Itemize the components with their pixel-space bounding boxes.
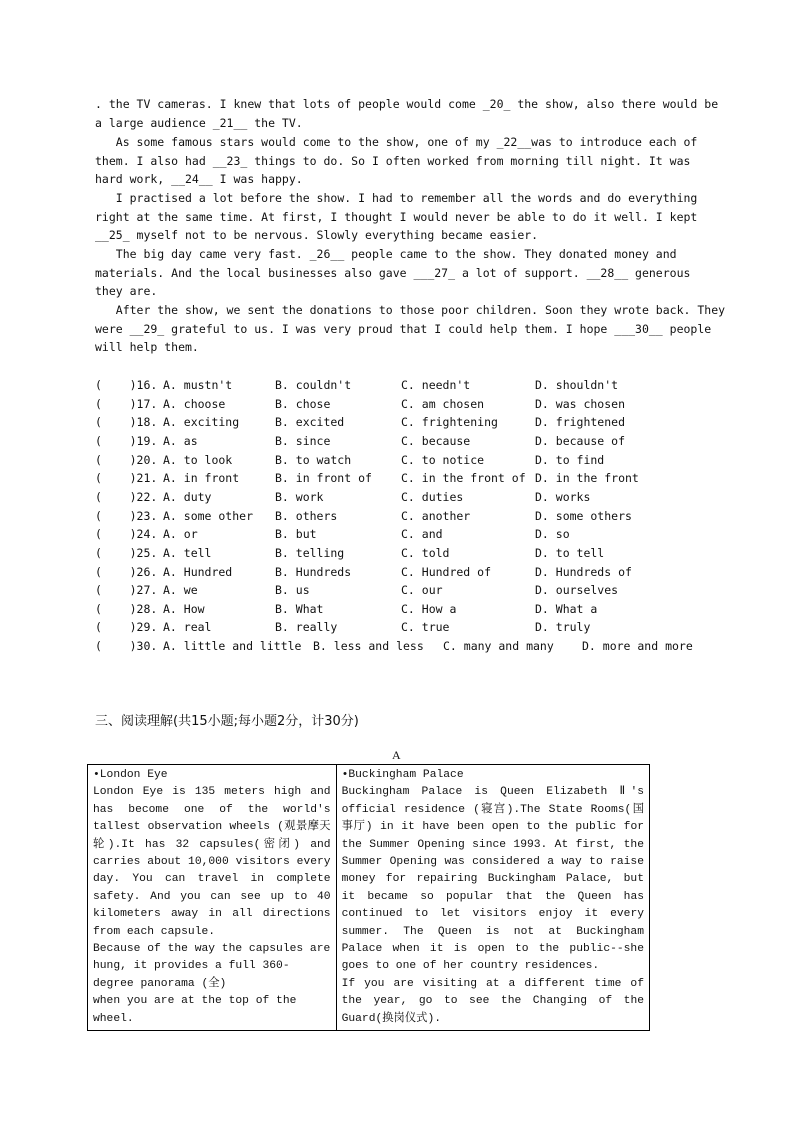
passage-line: . the TV cameras. I knew that lots of people would come _20_ the show, also there would be — [95, 97, 719, 111]
option-b: B. work — [275, 489, 324, 504]
question-number: ( )30. — [95, 639, 158, 654]
option-d: D. Hundreds of — [535, 564, 632, 579]
option-a: A. duty — [163, 489, 212, 504]
option-c: C. another — [401, 508, 471, 523]
london-eye-title: •London Eye — [93, 769, 168, 781]
option-a: A. to look — [163, 452, 233, 467]
passage-line: them. I also had __23_ things to do. So I often worked from morning till night. It was — [95, 153, 691, 168]
option-b: B. Hundreds — [275, 564, 352, 579]
option-a: A. How — [163, 601, 205, 616]
option-a: A. tell — [163, 545, 212, 560]
question-number: ( )18. — [95, 415, 158, 430]
passage-line: a large audience _21__ the TV. — [95, 115, 303, 130]
part-label: A — [392, 748, 401, 762]
option-b: B. chose — [275, 396, 331, 411]
option-d: D. ourselves — [535, 583, 619, 598]
question-number: ( )27. — [95, 583, 158, 598]
option-c: C. many and many — [443, 639, 554, 654]
passage-paragraph-5 — [95, 301, 726, 357]
question-number: ( )20. — [95, 452, 158, 467]
option-b: B. really — [275, 620, 338, 635]
reading-a-table — [87, 764, 650, 1031]
question-number: ( )16. — [95, 378, 158, 392]
option-d: D. truly — [535, 620, 591, 635]
buckingham-palace-title: •Buckingham Palace — [341, 769, 464, 781]
question-number: ( )21. — [95, 471, 158, 486]
option-b: B. telling — [275, 545, 345, 560]
option-c: C. and — [401, 527, 443, 542]
option-b: B. excited — [275, 415, 345, 430]
passage-line: they are. — [95, 284, 158, 299]
passage-line: materials. And the local businesses also gave ___27_ a lot of support. __28__ generous — [95, 265, 691, 280]
option-d: D. shouldn't — [535, 378, 619, 392]
option-b: B. in front of — [275, 471, 372, 486]
option-b: B. others — [275, 508, 338, 523]
option-c: C. duties — [401, 489, 464, 504]
option-d: D. because of — [535, 433, 626, 448]
option-b: B. but — [275, 527, 317, 542]
passage-line: __25_ myself not to be nervous. Slowly everything became easier. — [95, 228, 539, 243]
passage-line: The big day came very fast. _26__ people came to the show. They donated money and — [95, 247, 677, 261]
buckingham-palace-text: Buckingham Palace is Queen Elizabeth Ⅱ's official residence (寝宫).The State Rooms(国事厅) in it have been open to the public for the Summer Opening since 1993. At first, the Summer Opening was considered a way to raise money for repairing Buckingham Palace, but it became so popular that the Queen has continued to let visitors enjoy it every summer. The Queen is not at Buckingham Palace when it is open to the public--she goes to one of her country residences. — [341, 786, 644, 973]
passage-line: As some famous stars would come to the show, one of my _22__was to introduce each of — [95, 135, 698, 149]
option-c: C. in the front of — [401, 471, 526, 486]
buckingham-palace-text-2: If you are visiting at a different time of the year, go to see the Changing of the Guard(换岗仪式). — [341, 977, 644, 1025]
option-a: A. real — [163, 620, 212, 635]
passage-line: were __29_ grateful to us. I was very proud that I could help them. I hope ___30__ people — [95, 321, 712, 336]
option-d: D. What a — [535, 601, 598, 616]
section-title: 三、阅读理解(共15小题;每小题2分，计30分) — [95, 714, 359, 729]
option-b: B. less and less — [313, 639, 424, 654]
passage-paragraph-1 — [95, 95, 719, 132]
passage-paragraph-4 — [95, 245, 705, 301]
option-d: D. works — [535, 489, 591, 504]
option-c: C. am chosen — [401, 396, 485, 411]
option-a: A. choose — [163, 396, 226, 411]
london-eye-text: London Eye is 135 meters high and has become one of the world's tallest observation wheels (观景摩天轮).It has 32 capsules(密闭) and carries about 10,000 visitors every day. You can travel in complete safety. And you can see up to 40 kilometers away in all directions from each capsule. — [93, 786, 331, 938]
option-c: C. because — [401, 433, 471, 448]
option-a: A. or — [163, 527, 198, 542]
option-b: B. since — [275, 433, 331, 448]
question-number: ( )25. — [95, 545, 158, 560]
london-eye-text-3: when you are at the top of the wheel. — [93, 995, 297, 1025]
option-c: C. frightening — [401, 415, 498, 430]
option-c: C. needn't — [401, 378, 471, 392]
option-b: B. couldn't — [275, 378, 352, 392]
option-b: B. us — [275, 583, 310, 598]
option-c: C. How a — [401, 601, 457, 616]
option-c: C. Hundred of — [401, 564, 492, 579]
passage-line: right at the same time. At first, I thought I would never be able to do it well. I kept — [95, 209, 698, 224]
option-a: A. mustn't — [163, 378, 233, 392]
passage-paragraph-2 — [95, 133, 705, 189]
question-number: ( )26. — [95, 564, 158, 579]
option-a: A. little and little — [163, 639, 302, 654]
buckingham-palace-cell — [336, 765, 649, 1031]
option-b: B. What — [275, 601, 324, 616]
passage-line: hard work, __24__ I was happy. — [95, 172, 303, 187]
question-number: ( )17. — [95, 396, 158, 411]
option-a: A. exciting — [163, 415, 240, 430]
option-d: D. more and more — [582, 639, 693, 654]
question-number: ( )23. — [95, 508, 158, 523]
passage-paragraph-3 — [95, 189, 705, 245]
option-d: D. frightened — [535, 415, 626, 430]
option-a: A. we — [163, 583, 198, 598]
option-b: B. to watch — [275, 452, 352, 467]
passage-line: I practised a lot before the show. I had to remember all the words and do everything — [95, 191, 698, 205]
option-d: D. was chosen — [535, 396, 626, 411]
option-d: D. to find — [535, 452, 605, 467]
option-c: C. true — [401, 620, 450, 635]
passage-line: After the show, we sent the donations to those poor children. Soon they wrote back. They — [95, 303, 726, 317]
option-d: D. in the front — [535, 471, 639, 486]
option-a: A. in front — [163, 471, 240, 486]
option-d: D. so — [535, 527, 570, 542]
option-c: C. to notice — [401, 452, 485, 467]
option-c: C. our — [401, 583, 443, 598]
option-d: D. some others — [535, 508, 632, 523]
option-c: C. told — [401, 545, 450, 560]
question-number: ( )19. — [95, 433, 158, 448]
passage-line: will help them. — [95, 340, 199, 355]
question-number: ( )24. — [95, 527, 158, 542]
london-eye-cell — [88, 765, 337, 1031]
option-a: A. some other — [163, 508, 254, 523]
option-a: A. as — [163, 433, 198, 448]
option-d: D. to tell — [535, 545, 605, 560]
question-number: ( )22. — [95, 489, 158, 504]
london-eye-text-2: Because of the way the capsules are hung, it provides a full 360- degree panorama (全) — [93, 943, 331, 990]
question-number: ( )28. — [95, 601, 158, 616]
option-a: A. Hundred — [163, 564, 233, 579]
question-number: ( )29. — [95, 620, 158, 635]
